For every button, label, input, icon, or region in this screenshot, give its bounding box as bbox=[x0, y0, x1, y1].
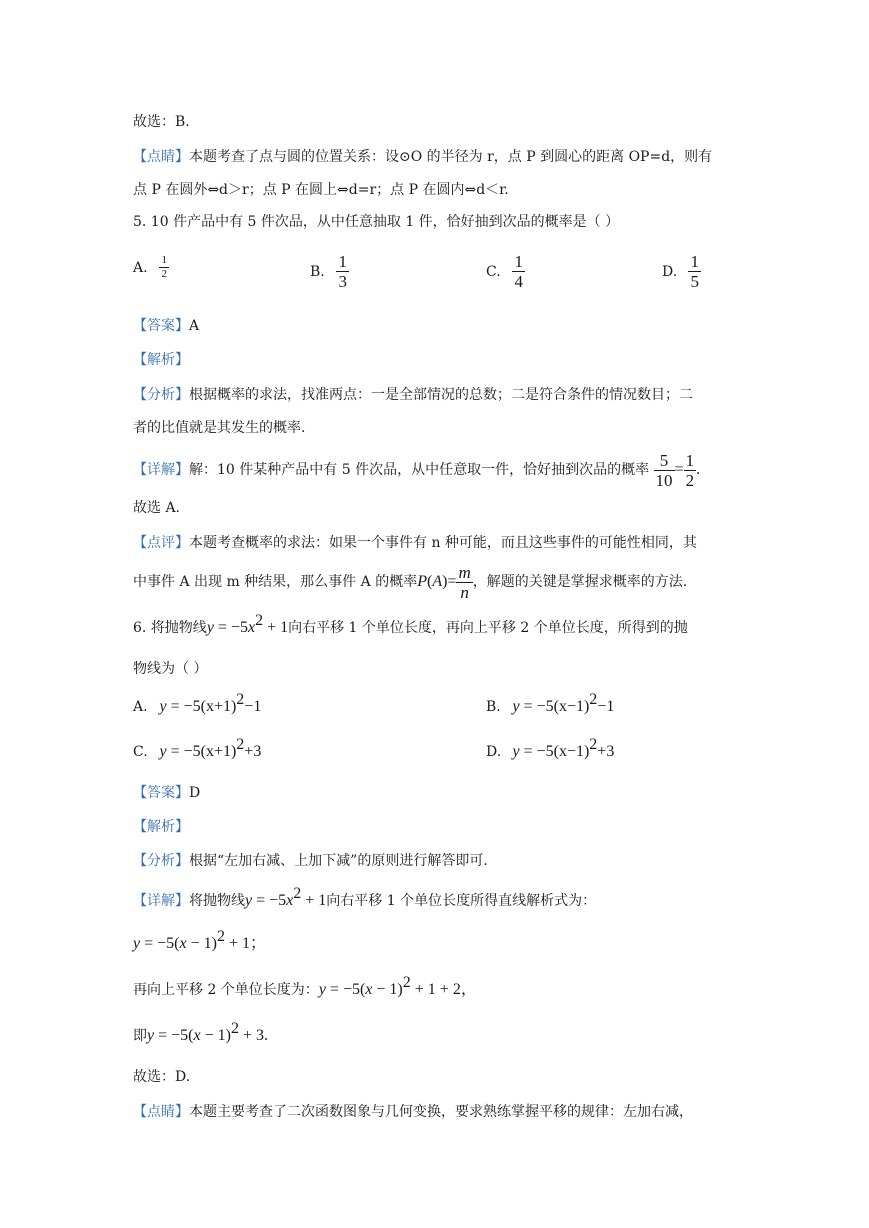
q5-analysis-tag: 【解析】 bbox=[133, 352, 189, 368]
q6-step-2: 再向上平移 2 个单位长度为：$y = -5(x - 1)^2 + 1 + 2$， bbox=[133, 974, 477, 998]
q6-stem-line-1: 6. 将抛物线$y = -5x^2 + 1$向右平移 1 个单位长度，再向上平移 2 个单位长度，所得到的抛 bbox=[133, 612, 688, 636]
prev-answer-line: 故选：B. bbox=[133, 114, 190, 130]
q6-step-3: 即$y = -5(x - 1)^2 + 3$. bbox=[133, 1020, 268, 1044]
q6-option-a: A. $y = -5(x+1)^2-1$ bbox=[133, 691, 262, 715]
q6-option-b: B. $y = -5(x-1)^2-1$ bbox=[486, 691, 615, 715]
q5-fenxi-line-1: 【分析】根据概率的求法，找准两点：一是全部情况的总数；二是符合条件的情况数目；二 bbox=[133, 387, 693, 403]
prev-comment-line-1: 【点睛】本题考查了点与圆的位置关系：设⊙O 的半径为 r，点 P 到圆心的距离 OP=d，则有 bbox=[133, 149, 713, 165]
q5-dianping-line-2: 中事件 A 出现 m 种结果，那么事件 A 的概率P(A)= $\frac{m}{n}$ ，解题的关键是掌握求概率的方法. bbox=[133, 562, 688, 602]
q6-analysis-tag: 【解析】 bbox=[133, 819, 189, 835]
q5-dianping-line-1: 【点评】本题考查概率的求法：如果一个事件有 n 种可能，而且这些事件的可能性相同，其 bbox=[133, 535, 697, 551]
q6-dianjing: 【点睛】本题主要考查了二次函数图象与几何变换，要求熟练掌握平移的规律：左加右减， bbox=[133, 1104, 693, 1120]
q5-option-a: A. $\frac{1}{2}$ bbox=[133, 254, 167, 280]
q6-option-c: C. $y = -5(x+1)^2+3$ bbox=[133, 736, 262, 760]
q6-choose: 故选：D. bbox=[133, 1069, 191, 1085]
q6-stem-line-2: 物线为（ ） bbox=[133, 661, 208, 677]
q6-fenxi: 【分析】根据“左加右减、上加下减”的原则进行解答即可. bbox=[133, 853, 488, 869]
q5-xiangjie: 【详解】解：10 件某种产品中有 5 件次品，从中任意取一件，恰好抽到次品的概率 $\frac{5}{10}$ = $\frac{1}{2}$ . bbox=[133, 450, 701, 490]
q6-answer: 【答案】D bbox=[133, 785, 201, 801]
q5-stem: 5. 10 件产品中有 5 件次品，从中任意抽取 1 件，恰好抽到次品的概率是（ ） bbox=[133, 214, 620, 230]
q5-choose: 故选 A. bbox=[133, 500, 181, 516]
q6-step-1: $y = -5(x - 1)^2 + 1$； bbox=[133, 928, 266, 952]
q5-option-c: C. $\frac{1}{4}$ bbox=[486, 252, 523, 291]
q5-answer: 【答案】A bbox=[133, 318, 200, 334]
q5-option-b: B. $\frac{1}{3}$ bbox=[310, 252, 347, 291]
prev-comment-line-2: 点 P 在圆外⇔d＞r；点 P 在圆上⇔d=r；点 P 在圆内⇔d＜r. bbox=[133, 182, 509, 198]
q5-fenxi-line-2: 者的比值就是其发生的概率. bbox=[133, 420, 306, 436]
q5-option-d: D. $\frac{1}{5}$ bbox=[662, 252, 699, 291]
q6-xiangjie: 【详解】将抛物线$y = -5x^2 + 1$向右平移 1 个单位长度所得直线解析式为： bbox=[133, 885, 597, 909]
q6-option-d: D. $y = -5(x-1)^2+3$ bbox=[486, 736, 615, 760]
